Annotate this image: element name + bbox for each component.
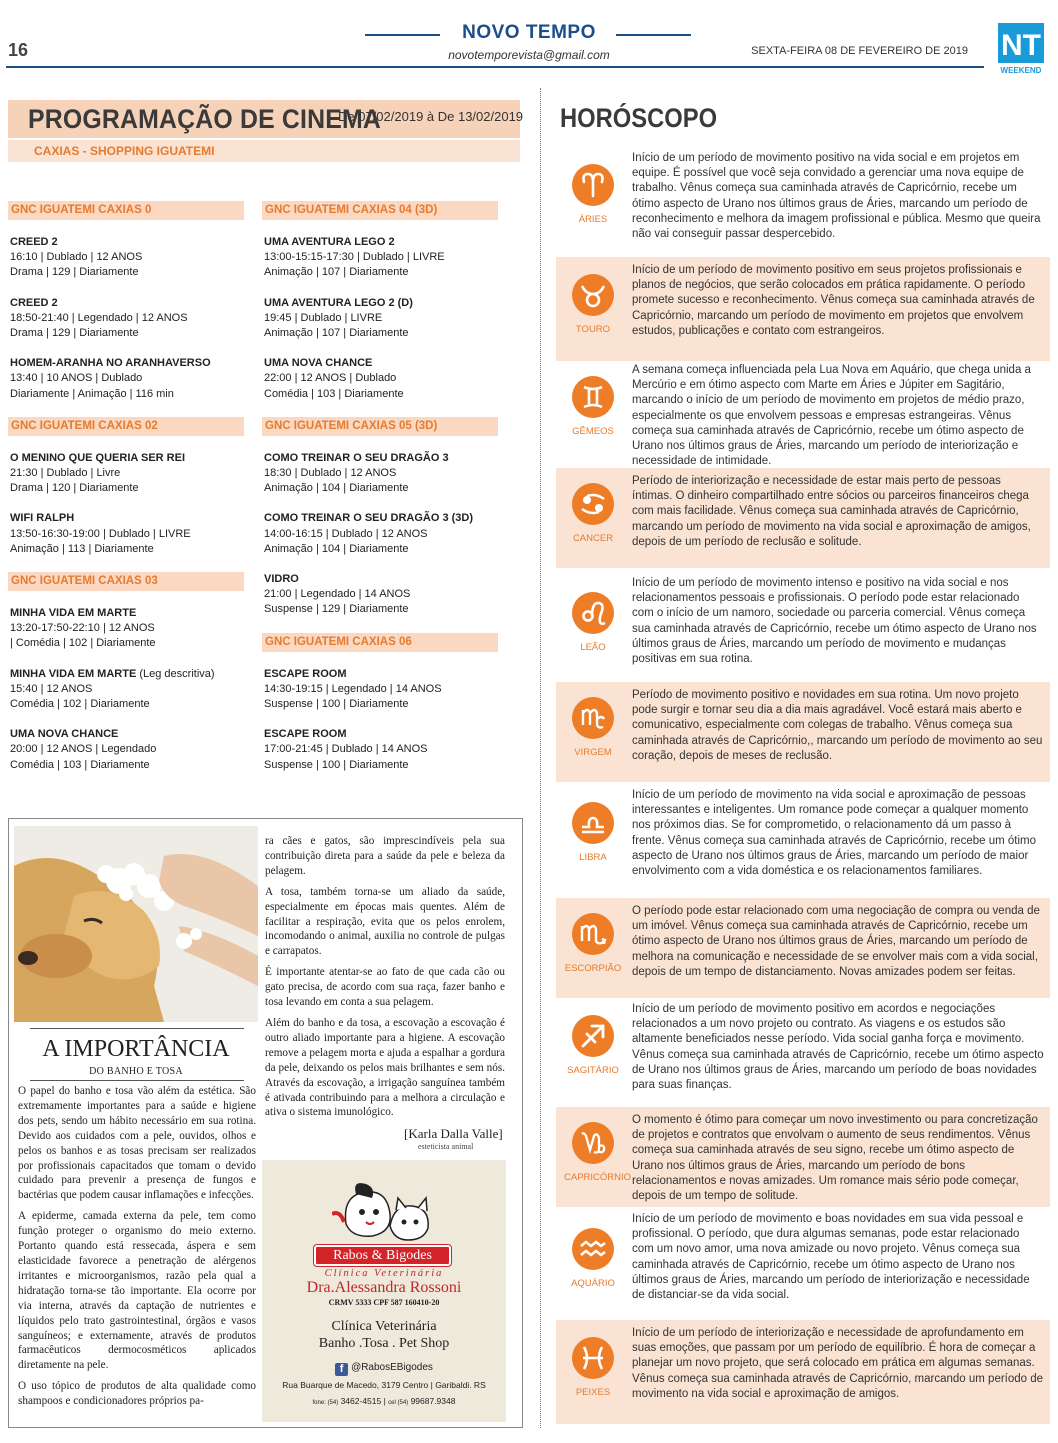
pisces-icon: [572, 1337, 614, 1379]
ad-phone-label: fone: (54): [312, 1400, 339, 1406]
movie-listing: [262, 511, 498, 557]
sign-forecast: Início de um período de movimento intenso e positivo na vida social e nos relacionamentos pessoais e profissionais. O período pode estar relacionado com o início de um namoro, sociedade ou parceria comercial. Vênus começa sua caminhada através de Capricórnio, recebe um ótimo aspecto de Urano nos últimos graus de Áries, marcando um período de movimento e mudanças positivas em sua rotina.: [632, 577, 1037, 666]
ad-phone: 3462-4515: [340, 1396, 382, 1406]
sign-name: LIBRA: [579, 852, 607, 863]
article-subhead: DO BANHO E TOSA: [89, 1066, 183, 1077]
nt-weekend-logo: [998, 23, 1044, 75]
dog-bath-photo: [14, 826, 258, 1022]
ad-service-line-1: Clínica Veterinária: [331, 1319, 437, 1334]
article-paragraph: A epiderme, camada externa da pele, tem como função proteger o organismo do meio externo. Portanto quando está ressecada, áspera e sem elasticidade favorece a penetração de alérgenos irritantes e microorganismos, razão pela qual a hidratação torna-se tão importante. Ela ocorre por via interna, através da captação de nutrientes e líquidos pelo trato gastrointestinal, órgãos e vasos sanguíneos; e externamente, através de produtos farmacêuticos dermocosméticos aplicados diretamente na pele.: [18, 1210, 256, 1372]
movie-showtimes: 22:00 | 12 ANOS | Dublado: [264, 372, 397, 385]
movie-listing: [262, 235, 498, 281]
movie-listing: [262, 356, 498, 402]
ad-cel-label: cel (54): [388, 1400, 409, 1406]
article-paragraph: Além do banho e da tosa, a escovação a escovação é outro aliado importante para a higiene. A escovação remove a pelagem morta e ajuda a espalhar a gordura da pele, deixando os pelos mais brilhantes e sem nós. Através da escovação, a irrigação sanguínea também é ativada contribuindo para a melhora a circulação e ativa o sistema imunológico.: [265, 1016, 505, 1119]
horoscope-entry: [556, 257, 1050, 361]
scorpio-icon: [572, 913, 614, 955]
movie-listing: [262, 572, 498, 618]
movie-title: [10, 606, 244, 621]
sign-badge: [564, 802, 622, 863]
author-name: Karla Dalla Valle: [408, 1126, 499, 1141]
movie-title-text: MINHA VIDA EM MARTE: [10, 607, 137, 620]
ad-address: Rua Buarque de Macedo, 3179 Centro | Garibaldi. RS: [282, 1380, 486, 1390]
sign-forecast: Início de um período de movimento positivo em acordos e negociações relacionados a um novo projeto ou contrato. As viagens e os estudos são altamente beneficiados nesse período. Vida social ganha força e movimento. Vênus começa sua caminhada através de Capricórnio, recebe um ótimo aspecto de Urano nos últimos graus de Áries, marcando um período de boas novidades para suas finanças.: [632, 1003, 1044, 1092]
theater-heading: GNC IGUATEMI CAXIAS 03: [8, 572, 244, 591]
sign-forecast: Início de um período de interiorização e necessidade de aprofundamento em suas emoções, que passam por um período de equilíbrio. É hora de começar a planejar um novo projeto, que será colocado em prática em algumas semanas. Vênus começa sua caminhada através de Capricórnio, marcando um período de movimento na vida social e aproximação de amigos.: [632, 1327, 1044, 1400]
ad-service-line-2: Banho .Tosa . Pet Shop: [318, 1336, 450, 1351]
horoscope-entry: [556, 1107, 1050, 1207]
movie-showtimes: 20:00 | 12 ANOS | Legendado: [10, 743, 157, 756]
column-divider: [540, 88, 541, 1428]
movie-listing: [8, 511, 244, 557]
movie-title-text: UMA NOVA CHANCE: [264, 357, 373, 370]
movie-title-text: UMA AVENTURA LEGO 2 (D): [264, 296, 413, 309]
movie-listing: [262, 727, 498, 773]
ad-crmv: CRMV 5333 CPF 587 160410-20: [328, 1298, 440, 1307]
horoscope-title: HORÓSCOPO: [560, 103, 718, 133]
sign-badge: [564, 1228, 622, 1289]
ad-facebook: [262, 1362, 506, 1376]
ad-cel: 99687.9348: [410, 1396, 456, 1406]
movie-details: Comédia | 103 | Diariamente: [10, 758, 150, 771]
movie-listing: [262, 451, 498, 497]
theater-heading: GNC IGUATEMI CAXIAS 0: [8, 201, 244, 220]
sign-badge: [564, 592, 622, 653]
ad-services: [262, 1318, 506, 1352]
cinema-column-2: [262, 201, 498, 788]
movie-title: [10, 511, 244, 526]
movie-showtimes: 21:30 | Dublado | Livre: [10, 467, 121, 480]
sign-name: CAPRICÓRNIO: [564, 1172, 632, 1183]
headline-rule-bottom: [30, 1080, 244, 1081]
movie-details: | Comédia | 102 | Diariamente: [10, 637, 156, 650]
ad-brand-name: Rabos & Bigodes: [314, 1245, 451, 1266]
sign-badge: [564, 274, 622, 335]
movie-title-note: (Leg descritiva): [136, 667, 215, 680]
cinema-dates: De 07/02/2019 à De 13/02/2019: [338, 109, 524, 124]
ad-tagline: Clínica Veterinária: [324, 1268, 444, 1279]
movie-listing: [8, 667, 244, 713]
article-body-right: [265, 834, 505, 1126]
movie-title-text: MINHA VIDA EM MARTE: [10, 667, 137, 680]
sign-name: CANCER: [572, 533, 614, 544]
movie-title-text: HOMEM-ARANHA NO ARANHAVERSO: [10, 357, 211, 370]
logo-subtext: WEEKEND: [1000, 66, 1042, 75]
movie-title: [264, 667, 498, 682]
sign-badge: [564, 1015, 622, 1076]
movie-details: Animação | 104 | Diariamente: [264, 542, 409, 555]
publication-title: NOVO TEMPO: [462, 22, 596, 43]
movie-title: [10, 296, 244, 311]
sign-forecast: Período de interiorização e necessidade de estar mais perto de pessoas íntimas. O dinheiro compartilhado entre sócios ou parceiros financeiros chega com mais facilidade. Vênus começa sua caminhada através de Capricórnio, marcando um período de movimento na vida social e aproximação de amigos, depois de um período de reclusão e solitude.: [632, 475, 1031, 548]
movie-showtimes: 14:30-19:15 | Legendado | 14 ANOS: [264, 682, 442, 695]
libra-icon: [572, 802, 614, 844]
article-headline: A IMPORTÂNCIA: [42, 1036, 230, 1062]
theater-heading: GNC IGUATEMI CAXIAS 06: [262, 633, 498, 652]
movie-showtimes: 21:00 | Legendado | 14 ANOS: [264, 588, 411, 601]
movie-showtimes: 13:40 | 10 ANOS | Dublado: [10, 372, 143, 385]
movie-listing: [8, 727, 244, 773]
movie-title: [10, 235, 244, 250]
movie-title-text: ESCAPE ROOM: [264, 667, 347, 680]
article-paragraph: É importante atentar-se ao fato de que cada cão ou gato precisa, de acordo com sua raça, fazer banho e tosa levando em conta a sua pelagem.: [265, 966, 505, 1009]
horoscope-entry: [556, 682, 1050, 782]
movie-details: Animação | 107 | Diariamente: [264, 327, 409, 340]
movie-title-text: UMA NOVA CHANCE: [10, 728, 119, 741]
horoscope-entry: [556, 145, 1050, 253]
sign-badge: [564, 164, 622, 225]
movie-details: Suspense | 129 | Diariamente: [264, 603, 409, 616]
horoscope-entry: [556, 570, 1050, 684]
dog-and-cat-logo: [332, 1174, 436, 1246]
gemini-icon: [572, 376, 614, 418]
publication-email: novotemporevista@gmail.com: [448, 48, 610, 62]
sign-name: SAGITÁRIO: [567, 1065, 619, 1076]
ad-doctor-name: Dra.Alessandra Rossoni: [306, 1279, 462, 1296]
movie-showtimes: 16:10 | Dublado | 12 ANOS: [10, 251, 143, 264]
sign-name: LEÃO: [580, 642, 606, 653]
sign-badge: [564, 1122, 632, 1183]
taurus-icon: [572, 274, 614, 316]
theater-heading: GNC IGUATEMI CAXIAS 02: [8, 417, 244, 436]
movie-details: Diariamente | Animação | 116 min: [10, 387, 174, 400]
movie-showtimes: 18:50-21:40 | Legendado | 12 ANOS: [10, 311, 188, 324]
movie-title: [264, 572, 498, 587]
horoscope-entry: [556, 782, 1050, 892]
movie-listing: [8, 451, 244, 497]
horoscope-entry: [556, 996, 1050, 1104]
movie-listing: [8, 235, 244, 281]
capricorn-icon: [572, 1122, 614, 1164]
movie-title-text: CREED 2: [10, 296, 58, 309]
header-rule: [6, 66, 984, 68]
sign-forecast: Início de um período de movimento positivo na vida social e em projetos em equipe. É possível que você seja convidado a gerenciar uma nova equipe de trabalho. Vênus começa sua caminhada através de Capricórnio, recebe um ótimo aspecto de Urano nos últimos graus de Áries, marcando um período de reconhecimento e melhora da imagem profissional e pública. Mesmo que queira não vai conseguir passar despercebido.: [632, 152, 1041, 241]
cancer-icon: [572, 483, 614, 525]
sign-badge: [564, 913, 622, 974]
aries-icon: [572, 164, 614, 206]
movie-title-text: WIFI RALPH: [10, 512, 75, 525]
leo-icon: [572, 592, 614, 634]
virgo-icon: [572, 697, 614, 739]
horoscope-entry: [556, 898, 1050, 998]
sign-forecast: Início de um período de movimento e boas novidades em sua vida pessoal e profissional. O período, que dura algumas semanas, pode estar relacionado com um novo amor, uma nova amizade ou novo projeto. Vênus começa sua caminhada através de Capricórnio, recebe um ótimo aspecto de Urano nos últimos graus de Áries, marcando um período de interiorização e necessidade de distanciar-se da vida social.: [632, 1213, 1030, 1302]
cinema-column-1: [8, 201, 244, 788]
movie-title-text: COMO TREINAR O SEU DRAGÃO 3: [264, 451, 449, 464]
movie-details: Animação | 113 | Diariamente: [10, 542, 154, 555]
movie-title: [10, 451, 244, 466]
movie-showtimes: 13:20-17:50-22:10 | 12 ANOS: [10, 622, 155, 635]
movie-showtimes: 17:00-21:45 | Dublado | 14 ANOS: [264, 743, 428, 756]
cinema-location: CAXIAS - SHOPPING IGUATEMI: [8, 140, 520, 162]
movie-details: Comédia | 102 | Diariamente: [10, 698, 150, 711]
sign-name: TOURO: [575, 324, 611, 335]
movie-showtimes: 14:00-16:15 | Dublado | 12 ANOS: [264, 527, 428, 540]
movie-listing: [262, 296, 498, 342]
header-decor-line-right: [616, 34, 691, 36]
sign-forecast: Período de movimento positivo e novidades em sua rotina. Um novo projeto pode surgir e tornar seu dia a dia mais agradável. Você estará mais aberto e comunicativo, especialmente com colegas de trabalho. Vênus começa sua caminhada através de Capricórnio,, marcando um período de movimento ao seu coração, depois de meses de reclusão.: [632, 689, 1043, 762]
dog-photo-illustration: [14, 826, 258, 1022]
ad-phones: fone: (54) 3462-4515 | cel (54) 99687.9348: [312, 1396, 456, 1406]
sign-name: ESCORPIÃO: [564, 963, 622, 974]
sign-forecast: A semana começa influenciada pela Lua Nova em Aquário, que chega unida a Mercúrio e em ótimo aspecto com Marte em Áries e Júpiter em Sagitário, marcando o início de um período de movimento em projetos de médio prazo, especialmente os que envolvem pessoas e empresas estrangeiras. Vênus começa sua caminhada através de Capricórnio, recebe um ótimo aspecto de Urano nos últimos graus de Áries, marcando um período de interiorização e necessidade de intimidade.: [632, 364, 1031, 468]
sign-name: ÁRIES: [578, 214, 608, 225]
headline-rule-top: [30, 1028, 244, 1029]
movie-title-text: VIDRO: [264, 573, 299, 586]
sign-forecast: Início de um período de movimento na vida social e aproximação de pessoas interessantes e inteligentes. Um romance pode começar a qualquer momento nos próximos dias. Se for comprometido, o relacionamento dá um passo à frente. Vênus começa sua caminhada através de Capricórnio, recebe um ótimo aspecto de Urano nos últimos graus de Áries, marcando um período de maior envolvimento com a vida doméstica e os relacionamentos familiares.: [632, 789, 1036, 878]
article-paragraph: A tosa, também torna-se um aliado da saúde, especialmente em épocas mais quentes. Além de facilitar a respiração, evita que os pelos enrolem, incomodando o animal, auxilia no controle de pulgas e carrapatos.: [265, 885, 505, 958]
sign-name: GÊMEOS: [572, 426, 614, 437]
page-header: [0, 0, 1058, 82]
movie-title-text: COMO TREINAR O SEU DRAGÃO 3 (3D): [264, 512, 474, 525]
movie-title-text: CREED 2: [10, 236, 58, 248]
movie-details: Drama | 129 | Diariamente: [10, 327, 139, 340]
movie-title-text: O MENINO QUE QUERIA SER REI: [10, 451, 186, 464]
movie-details: Suspense | 100 | Diariamente: [264, 758, 409, 771]
horoscope-entry: [556, 357, 1050, 468]
sign-name: VIRGEM: [574, 747, 612, 758]
cinema-title: PROGRAMAÇÃO DE CINEMA: [28, 104, 382, 134]
theater-heading: GNC IGUATEMI CAXIAS 05 (3D): [262, 417, 498, 436]
movie-showtimes: 19:45 | Dublado | LIVRE: [264, 311, 383, 324]
sign-forecast: Início de um período de movimento positivo em seus projetos profissionais e planos de negócios, que serão colocados em prática rapidamente. O período promete sucesso e reconhecimento. Vênus começa sua caminhada através de Capricórnio, marcando um período de movimento em projetos que envolvem estudos, publicações e contato com estrangeiros.: [632, 264, 1035, 337]
page-number: 16: [8, 40, 29, 60]
movie-showtimes: 15:40 | 12 ANOS: [10, 682, 93, 695]
movie-title: [264, 451, 498, 466]
movie-title-text: ESCAPE ROOM: [264, 728, 347, 741]
movie-showtimes: 13:50-16:30-19:00 | Dublado | LIVRE: [10, 527, 191, 540]
movie-title-text: UMA AVENTURA LEGO 2: [264, 236, 395, 248]
movie-title: [264, 511, 498, 526]
sign-forecast: O momento é ótimo para começar um novo investimento ou para concretização de projetos e contratos que envolvam o aumento de seus rendimentos. Vênus começa sua caminhada através de seu signo, recebe um ótimo aspecto de Urano nos últimos graus de Áries, marcando um período de bons relacionamentos e novas amizades. Um romance mais sério pode começar, depois de um tempo de solitude.: [632, 1114, 1038, 1203]
article-paragraph: O uso tópico de produtos de alta qualidade como shampoos e condicionadores próprios pa-: [18, 1380, 256, 1408]
article-body-left: [18, 1084, 256, 1415]
movie-title: [10, 727, 244, 742]
movie-details: Drama | 120 | Diariamente: [10, 482, 139, 495]
ad-facebook-handle: @RabosEBigodes: [351, 1362, 433, 1373]
movie-listing: [8, 296, 244, 342]
sign-name: AQUÁRIO: [571, 1278, 615, 1289]
movie-title: [10, 356, 244, 371]
movie-listing: [262, 667, 498, 713]
movie-listing: [8, 606, 244, 652]
movie-details: Suspense | 100 | Diariamente: [264, 698, 409, 711]
logo-text: NT: [1001, 29, 1041, 62]
movie-title: [264, 727, 498, 742]
sign-forecast: O período pode estar relacionado com uma negociação de compra ou venda de um imóvel. Vênus começa sua caminhada através de Capricórnio, recebe um ótimo aspecto de Urano nos últimos graus de Áries, marcando um período de melhora na comunicação e necessidade de se envolver mais com a vida social, depois de um tempo de distanciamento. Novas amizades podem ser feitas.: [632, 905, 1040, 978]
movie-title: [10, 667, 244, 682]
horoscope-entry: [556, 468, 1050, 568]
movie-title: [264, 235, 498, 250]
movie-details: Animação | 107 | Diariamente: [264, 266, 409, 279]
movie-showtimes: 13:00-15:15-17:30 | Dublado | LIVRE: [264, 251, 445, 264]
aquarius-icon: [572, 1228, 614, 1270]
movie-title: [264, 296, 498, 311]
movie-title: [264, 356, 498, 371]
article-author-role: esteticista animal: [418, 1142, 474, 1151]
sign-badge: [564, 1337, 622, 1398]
movie-listing: [8, 356, 244, 402]
horoscope-entry: [556, 1320, 1050, 1424]
sign-badge: [564, 483, 622, 544]
article-paragraph: O papel do banho e tosa vão além da estética. São extremamente importantes para a saúde e higiene dos pets, sendo um hábito necessário em sua rotina. Devido aos cuidados com a pele, ouvidos, olhos e pelos os banhos e as tosas precisam ser realizados por profissionais capacitados que tomam o devido cuidado para prevenir a presença de fungos e bactérias que podem causar inflamações e infecções.: [18, 1085, 256, 1202]
movie-details: Drama | 129 | Diariamente: [10, 266, 139, 279]
movie-showtimes: 18:30 | Dublado | 12 ANOS: [264, 467, 397, 480]
sagittarius-icon: [572, 1015, 614, 1057]
movie-details: Comédia | 103 | Diariamente: [264, 387, 404, 400]
sign-name: PEIXES: [575, 1387, 611, 1398]
publication-date: SEXTA-FEIRA 08 DE FEVEREIRO DE 2019: [751, 45, 968, 57]
sign-badge: [564, 376, 622, 437]
movie-details: Animação | 104 | Diariamente: [264, 482, 409, 495]
facebook-icon: f: [335, 1363, 348, 1376]
horoscope-entry: [556, 1206, 1050, 1320]
article-paragraph: ra cães e gatos, são imprescindíveis pela sua contribuição direta para a saúde da pele e beleza da pelagem.: [265, 835, 505, 877]
sign-badge: [564, 697, 622, 758]
article-author: [Karla Dalla Valle]: [404, 1126, 503, 1141]
theater-heading: GNC IGUATEMI CAXIAS 04 (3D): [262, 201, 498, 220]
